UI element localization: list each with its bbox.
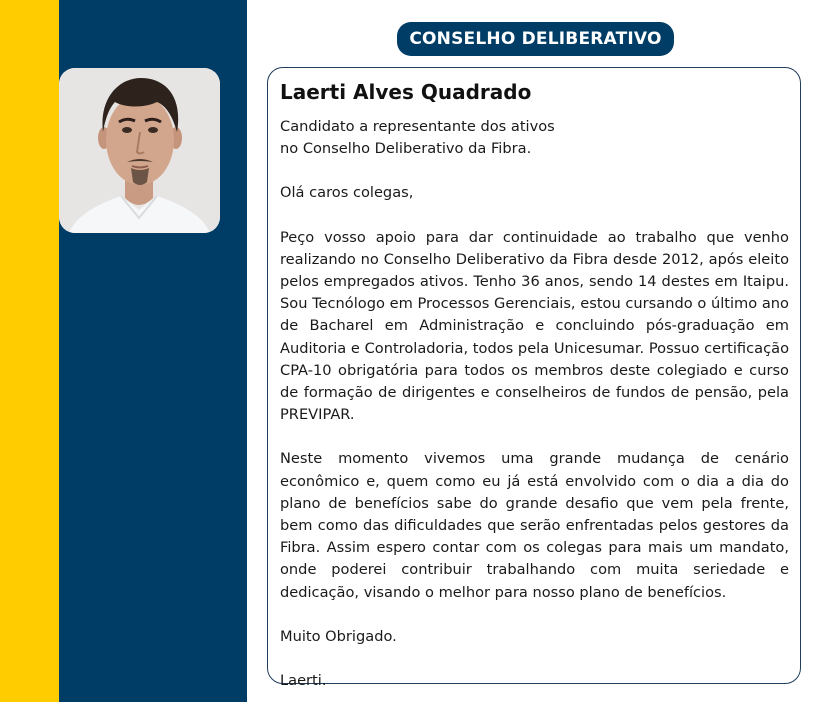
letter-paragraph-1: Peço vosso apoio para dar continuidade ao trabalho que venho realizando no Conselho Deliberativo da Fibra desde 2012, após eleito pelos empregados ativos. Tenho 36 anos, sendo 14 destes em Itaipu. Sou Tecnólogo em Processos Gerenciais, estou cursando o último ano de Bacharel em Administração e concluindo pós-graduação em Auditoria e Controladoria, todos pela Unicesumar. Possuo certificação CPA-10 obrigatória para todos os membros deste colegiado e curso de formação de dirigentes e conselheiros de fundos de pensão, pela PREVIPAR. <box>280 228 789 424</box>
letter-paragraph-2: Neste momento vivemos uma grande mudança de cenário econômico e, quem como eu já está envolvido com o dia a dia do plano de benefícios sabe do grande desafio que vem pela frente, bem como das dificuldades que serão enfrentadas pelos gestores da Fibra. Assim espero contar com os colegas para mais um mandato, onde poderei contribuir trabalhando com muita seriedade e dedicação, visando o melhor para nosso plano de benefícios. <box>280 450 789 601</box>
candidate-card <box>267 67 801 690</box>
subtitle-line-1: Candidato a representante dos ativos <box>280 118 555 135</box>
letter-greeting: Olá caros colegas, <box>280 184 414 202</box>
candidate-name: Laerti Alves Quadrado <box>280 80 532 104</box>
letter-signature: Laerti. <box>280 672 327 690</box>
candidate-subtitle <box>280 116 789 160</box>
subtitle-line-2: no Conselho Deliberativo da Fibra. <box>280 140 532 158</box>
portrait-illustration <box>59 68 220 233</box>
candidate-photo <box>59 68 220 233</box>
section-title: CONSELHO DELIBERATIVO <box>397 22 674 56</box>
letter-thanks: Muito Obrigado. <box>280 627 397 645</box>
yellow-stripe <box>0 0 59 702</box>
